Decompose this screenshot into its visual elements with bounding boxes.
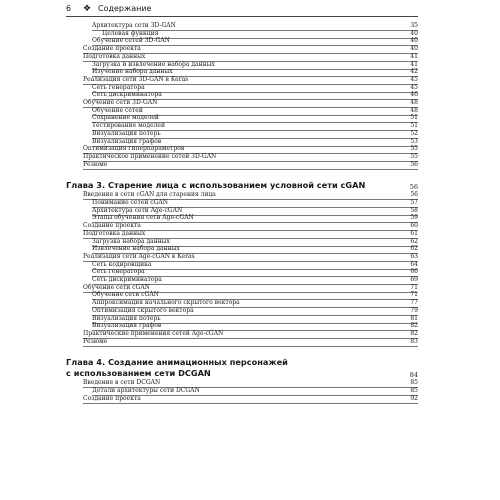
toc-entry-page: 40 <box>410 29 418 37</box>
toc-entry-label: Введение в сети DCGAN <box>83 379 161 387</box>
toc-entry-label: Подготовка данных <box>83 52 146 60</box>
toc-entry-page: 62 <box>410 245 418 253</box>
toc-entry-label: Сеть генератора <box>92 268 145 276</box>
toc-entry-page: 81 <box>410 314 418 322</box>
toc-entry-page: 82 <box>410 329 418 337</box>
toc-entry-page: 55 <box>410 152 418 160</box>
chapter-heading[interactable] <box>66 180 418 191</box>
toc-entry-label: Практическое применение сетей 3D-GAN <box>83 152 217 160</box>
toc-entry-label: Сохранение моделей <box>92 114 159 122</box>
toc-entry-page: 51 <box>410 114 418 122</box>
toc-entry-page: 85 <box>410 379 418 387</box>
toc-entry-page: 48 <box>410 99 418 106</box>
chapter-heading[interactable] <box>66 357 418 379</box>
toc-entry-page: 48 <box>410 106 418 114</box>
toc-entry-label: Практические применения сетей Age-cGAN <box>83 329 224 337</box>
toc-entry-label: Архитектура сети Age-cGAN <box>92 206 183 214</box>
toc-entry-label: Реализация сети Age-cGAN в Keras <box>83 252 195 260</box>
toc-entry-page: 71 <box>410 283 418 291</box>
chapter-title-line: с использованием сети DCGAN <box>66 368 211 379</box>
toc-entry-page: 58 <box>410 206 418 214</box>
chapter-page-number: 56 <box>409 183 418 192</box>
toc-entry-label: Создание проекта <box>83 45 141 53</box>
toc-entry-page: 82 <box>410 322 418 330</box>
toc-entry-label: Обучение сети cGAN <box>92 291 159 299</box>
toc-entry-label: Резюме <box>83 337 108 345</box>
toc-entry-page: 92 <box>410 394 418 402</box>
toc-entry-page: 62 <box>410 237 418 245</box>
toc-entry-label: Введение в сети cGAN для старения лица <box>83 191 216 199</box>
toc-entry-label: Целевая функция <box>102 29 159 37</box>
running-header-title: Содержание <box>98 4 152 13</box>
toc-entry-page: 53 <box>410 137 418 145</box>
toc-entry-label: Изучение набора данных <box>92 68 173 76</box>
chapter-page-number: 84 <box>409 371 418 380</box>
toc-entry-page: 52 <box>410 129 418 137</box>
toc-entry[interactable] <box>83 395 418 404</box>
toc-entry-label: Оптимизация гиперпараметров <box>83 145 185 153</box>
toc-entry-page: 71 <box>410 291 418 299</box>
toc-entry-label: Визуализация потерь <box>92 314 161 322</box>
toc-entry-page: 45 <box>410 83 418 91</box>
toc-entry-page: 41 <box>410 60 418 68</box>
toc-entry-page: 64 <box>410 260 418 268</box>
toc-entry-label: Визуализация потерь <box>92 129 161 137</box>
toc-entry-page: 85 <box>410 387 418 394</box>
chapter-title-line: Глава 4. Создание анимационных персонажей <box>66 357 288 368</box>
toc-entry-page: 35 <box>410 22 418 29</box>
toc-entry-label: Обучение сетей 3D-GAN <box>92 37 170 45</box>
chapter-title-line: Глава 3. Старение лица с использованием условной сети cGAN <box>66 180 366 191</box>
toc-entry-label: Обучение сетей <box>92 106 143 114</box>
toc-entry-page: 69 <box>410 276 418 283</box>
toc-entry-label: Аппроксимация начального скрытого вектора <box>92 299 240 307</box>
toc-entry-label: Создание проекта <box>83 394 141 402</box>
toc-entry-label: Понимание сетей cGAN <box>92 199 168 206</box>
toc-entry-page: 46 <box>410 91 418 99</box>
toc-entry-label: Тестирование моделей <box>92 122 165 130</box>
toc-entry-label: Оптимизация скрытого вектора <box>92 306 194 314</box>
toc-entry-page: 77 <box>410 299 418 307</box>
toc-entry-label: Детали архитектуры сети DCGAN <box>92 387 200 394</box>
toc-entry-page: 51 <box>410 122 418 130</box>
toc-entry-page: 41 <box>410 52 418 60</box>
toc-entry-label: Сеть кодировщика <box>92 260 152 268</box>
toc-entry-label: Обучение сети cGAN <box>83 283 150 291</box>
toc-entry[interactable] <box>83 161 418 170</box>
toc-entry-page: 61 <box>410 229 418 237</box>
toc-entry-label: Сеть генератора <box>92 83 145 91</box>
toc-entry-page: 45 <box>410 75 418 83</box>
toc-entry-page: 63 <box>410 252 418 260</box>
toc-entry-label: Загрузка набора данных <box>92 237 170 245</box>
toc-entry-page: 66 <box>410 268 418 276</box>
toc-entry-page: 56 <box>410 160 418 168</box>
toc-entry-label: Резюме <box>83 160 108 168</box>
toc-entry-page: 55 <box>410 145 418 153</box>
toc-entry[interactable] <box>83 338 418 347</box>
toc-entry-page: 83 <box>410 337 418 345</box>
toc-entry-label: Загрузка и извлечение набора данных <box>92 60 215 68</box>
toc-entry-label: Сеть дискриминатора <box>92 276 162 283</box>
toc-entry-page: 59 <box>410 214 418 222</box>
toc-entry-page: 42 <box>410 68 418 76</box>
toc-entry-page: 40 <box>410 37 418 45</box>
toc-entry-label: Сеть дискриминатора <box>92 91 162 99</box>
toc-entry-label: Этапы обучения сети Age-cGAN <box>92 214 194 222</box>
toc-entry-label: Архитектура сети 3D-GAN <box>92 22 176 29</box>
toc-entry-page: 40 <box>410 45 418 53</box>
toc-entry-page: 57 <box>410 199 418 206</box>
toc-entry-label: Создание проекта <box>83 222 141 230</box>
toc-entry-label: Визуализация графов <box>92 322 162 330</box>
ornament-icon: ❖ <box>83 4 92 14</box>
toc-entry-label: Визуализация графов <box>92 137 162 145</box>
toc-entry-label: Подготовка данных <box>83 229 146 237</box>
toc-entry-label: Обучение сети 3D-GAN <box>83 99 158 106</box>
toc-entry-page: 56 <box>410 191 418 199</box>
toc-entry-label: Извлечение набора данных <box>92 245 180 253</box>
toc-entry-page: 79 <box>410 306 418 314</box>
page-number: 6 <box>66 4 72 13</box>
toc-entry-label: Реализация сети 3D-GAN в Keras <box>83 75 189 83</box>
toc-entry-page: 60 <box>410 222 418 230</box>
